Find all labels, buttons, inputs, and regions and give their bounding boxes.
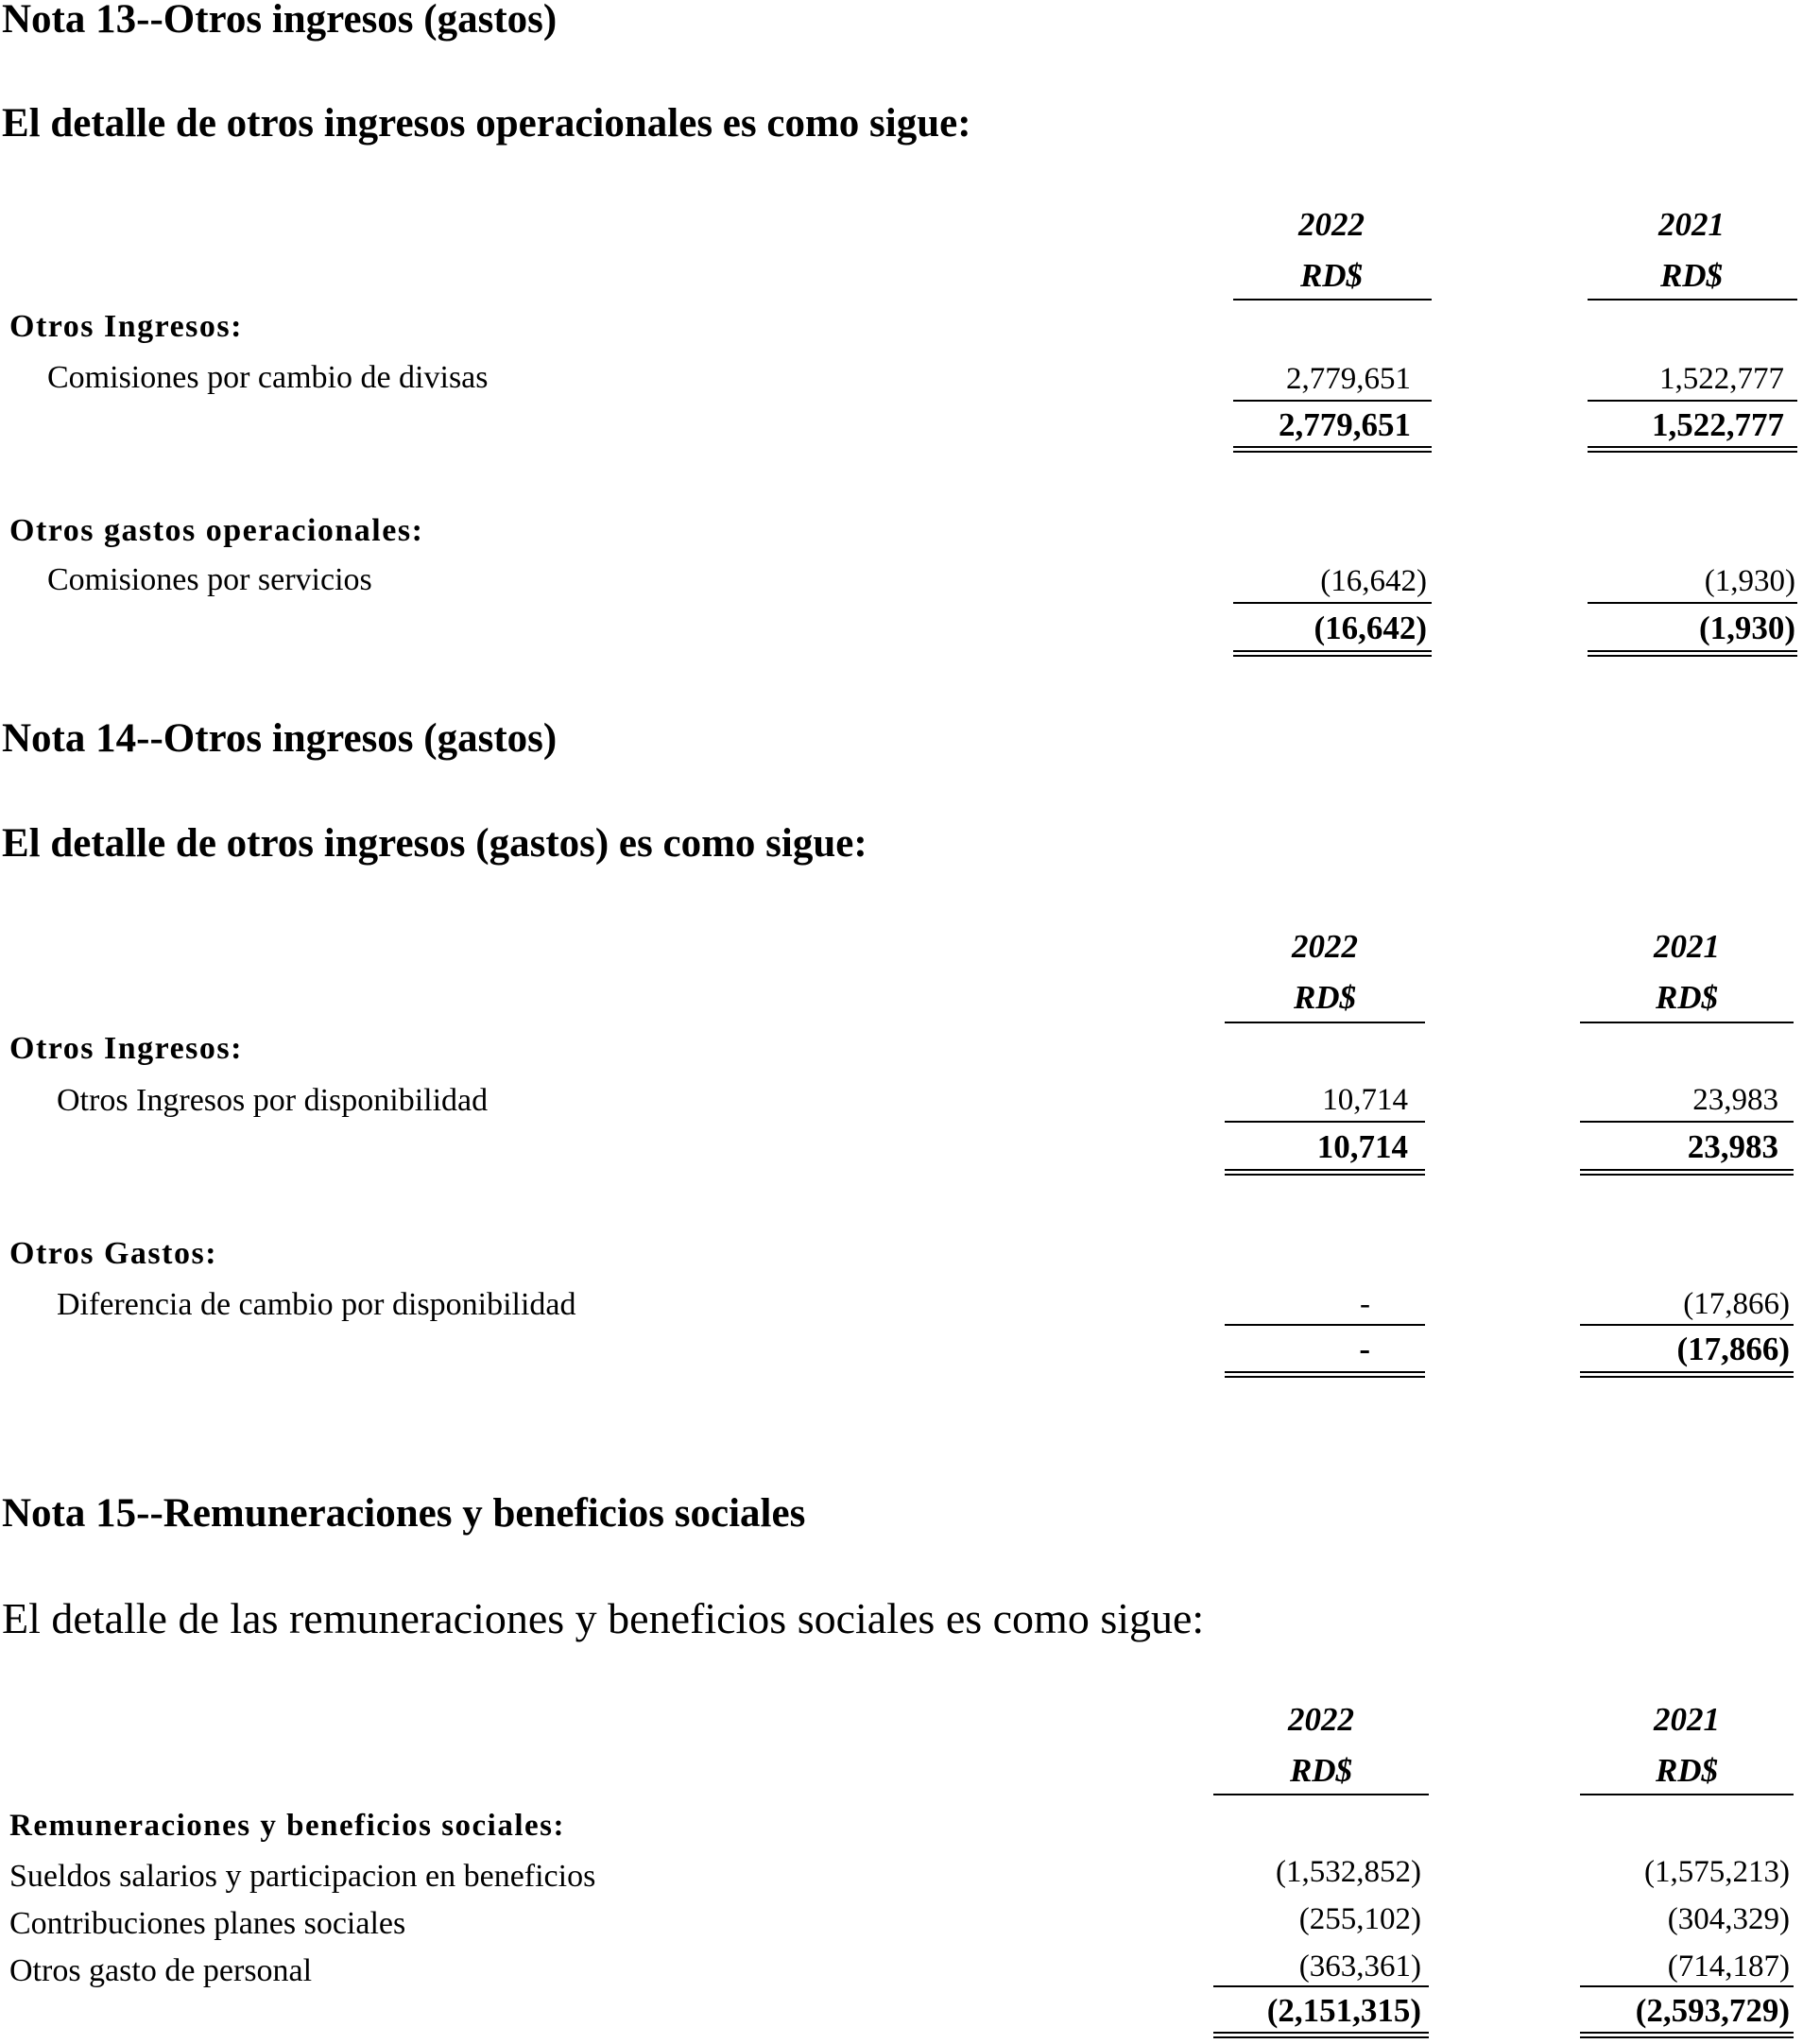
- note14-year-2022: 2022: [1292, 928, 1358, 965]
- note13-section2-total-2022: (16,642): [1314, 610, 1427, 646]
- note13-section1-total-2022: 2,779,651: [1279, 406, 1411, 443]
- note14-header-rule-2021: [1580, 1022, 1794, 1023]
- note15-currency-2022: RD$: [1289, 1752, 1353, 1789]
- note13-section2-item: Comisiones por servicios: [47, 562, 372, 597]
- note15-row-value-2021: (1,575,213): [1644, 1855, 1790, 1889]
- note15-row-value-2021: (714,187): [1667, 1950, 1790, 1984]
- note13-section2-heading: Otros gastos operacionales:: [9, 513, 424, 548]
- note15-year-2022: 2022: [1288, 1701, 1354, 1738]
- note14-section2-value-2021: (17,866): [1683, 1287, 1790, 1321]
- note14-intro: El detalle de otros ingresos (gastos) es como sigue:: [2, 821, 867, 866]
- note14-section1-rule-2022: [1225, 1121, 1425, 1123]
- note15-header-rule-2022: [1213, 1794, 1429, 1795]
- note14-section1-total-2021: 23,983: [1687, 1128, 1778, 1165]
- note14-section2-rule-2021: [1580, 1324, 1794, 1326]
- note14-section1-rule-2021: [1580, 1121, 1794, 1123]
- note15-row-label: Contribuciones planes sociales: [9, 1906, 406, 1941]
- note14-section2-item: Diferencia de cambio por disponibilidad: [57, 1287, 576, 1322]
- note14-section1-value-2021: 23,983: [1692, 1083, 1778, 1117]
- note15-header-rule-2021: [1580, 1794, 1794, 1795]
- note14-section1-value-2022: 10,714: [1322, 1083, 1408, 1117]
- note13-section2-rule-2022: [1233, 602, 1432, 604]
- note13-section1-value-2021: 1,522,777: [1659, 362, 1784, 396]
- note13-section1-double-rule-2022: [1233, 446, 1432, 453]
- note15-total-double-rule-2021: [1580, 2032, 1794, 2038]
- note14-section1-double-rule-2021: [1580, 1169, 1794, 1176]
- note13-section1-rule-2022: [1233, 400, 1432, 402]
- note13-section2-double-rule-2021: [1588, 650, 1797, 657]
- note15-row-value-2021: (304,329): [1667, 1902, 1790, 1936]
- note14-header-rule-2022: [1225, 1022, 1425, 1023]
- note15-row-label: Otros gasto de personal: [9, 1953, 313, 1988]
- note15-total-2021: (2,593,729): [1635, 1992, 1790, 2029]
- note14-section1-total-2022: 10,714: [1316, 1128, 1408, 1165]
- note14-section1-item: Otros Ingresos por disponibilidad: [57, 1083, 489, 1118]
- note13-year-2021: 2021: [1658, 206, 1725, 243]
- note13-section1-total-2021: 1,522,777: [1652, 406, 1784, 443]
- note14-section2-total-2022: -: [1359, 1331, 1370, 1367]
- note15-row-label: Sueldos salarios y participacion en beneficios: [9, 1859, 596, 1894]
- note14-title: Nota 14--Otros ingresos (gastos): [2, 716, 558, 761]
- note15-section-heading: Remuneraciones y beneficios sociales:: [9, 1809, 565, 1843]
- note15-row-value-2022: (1,532,852): [1276, 1855, 1421, 1889]
- note15-total-2022: (2,151,315): [1266, 1992, 1421, 2029]
- note14-section2-rule-2022: [1225, 1324, 1425, 1326]
- note13-intro: El detalle de otros ingresos operacionales es como sigue:: [2, 101, 971, 146]
- note13-title: Nota 13--Otros ingresos (gastos): [2, 0, 558, 42]
- note13-currency-2021: RD$: [1659, 257, 1724, 294]
- note15-currency-2021: RD$: [1655, 1752, 1719, 1789]
- note15-intro: El detalle de las remuneraciones y beneficios sociales es como sigue:: [2, 1594, 1205, 1642]
- note15-subtotal-rule-2022: [1213, 1985, 1429, 1987]
- note14-currency-2021: RD$: [1655, 979, 1719, 1016]
- note13-section1-double-rule-2021: [1588, 446, 1797, 453]
- note14-year-2021: 2021: [1654, 928, 1720, 965]
- note13-header-rule-2021: [1588, 299, 1797, 301]
- note13-section2-total-2021: (1,930): [1698, 610, 1795, 646]
- note13-section2-rule-2021: [1588, 602, 1797, 604]
- note14-section2-value-2022: -: [1360, 1287, 1370, 1321]
- note14-section2-double-rule-2021: [1580, 1371, 1794, 1378]
- note14-section2-total-2021: (17,866): [1676, 1331, 1790, 1367]
- note15-total-double-rule-2022: [1213, 2032, 1429, 2038]
- note14-currency-2022: RD$: [1293, 979, 1357, 1016]
- note13-section2-value-2021: (1,930): [1704, 564, 1795, 598]
- note13-section1-heading: Otros Ingresos:: [9, 309, 243, 344]
- note13-currency-2022: RD$: [1299, 257, 1364, 294]
- note13-section1-rule-2021: [1588, 400, 1797, 402]
- note14-section1-double-rule-2022: [1225, 1169, 1425, 1176]
- note13-header-rule-2022: [1233, 299, 1432, 301]
- note13-section1-value-2022: 2,779,651: [1286, 362, 1411, 396]
- note14-section1-heading: Otros Ingresos:: [9, 1031, 243, 1066]
- note15-subtotal-rule-2021: [1580, 1985, 1794, 1987]
- note15-year-2021: 2021: [1654, 1701, 1720, 1738]
- note14-section2-double-rule-2022: [1225, 1371, 1425, 1378]
- note15-title: Nota 15--Remuneraciones y beneficios sociales: [2, 1491, 806, 1536]
- note15-row-value-2022: (363,361): [1298, 1950, 1421, 1984]
- note14-section2-heading: Otros Gastos:: [9, 1236, 218, 1271]
- note13-section1-item: Comisiones por cambio de divisas: [47, 360, 489, 395]
- note13-section2-double-rule-2022: [1233, 650, 1432, 657]
- note13-section2-value-2022: (16,642): [1320, 564, 1427, 598]
- note15-row-value-2022: (255,102): [1298, 1902, 1421, 1936]
- note13-year-2022: 2022: [1298, 206, 1365, 243]
